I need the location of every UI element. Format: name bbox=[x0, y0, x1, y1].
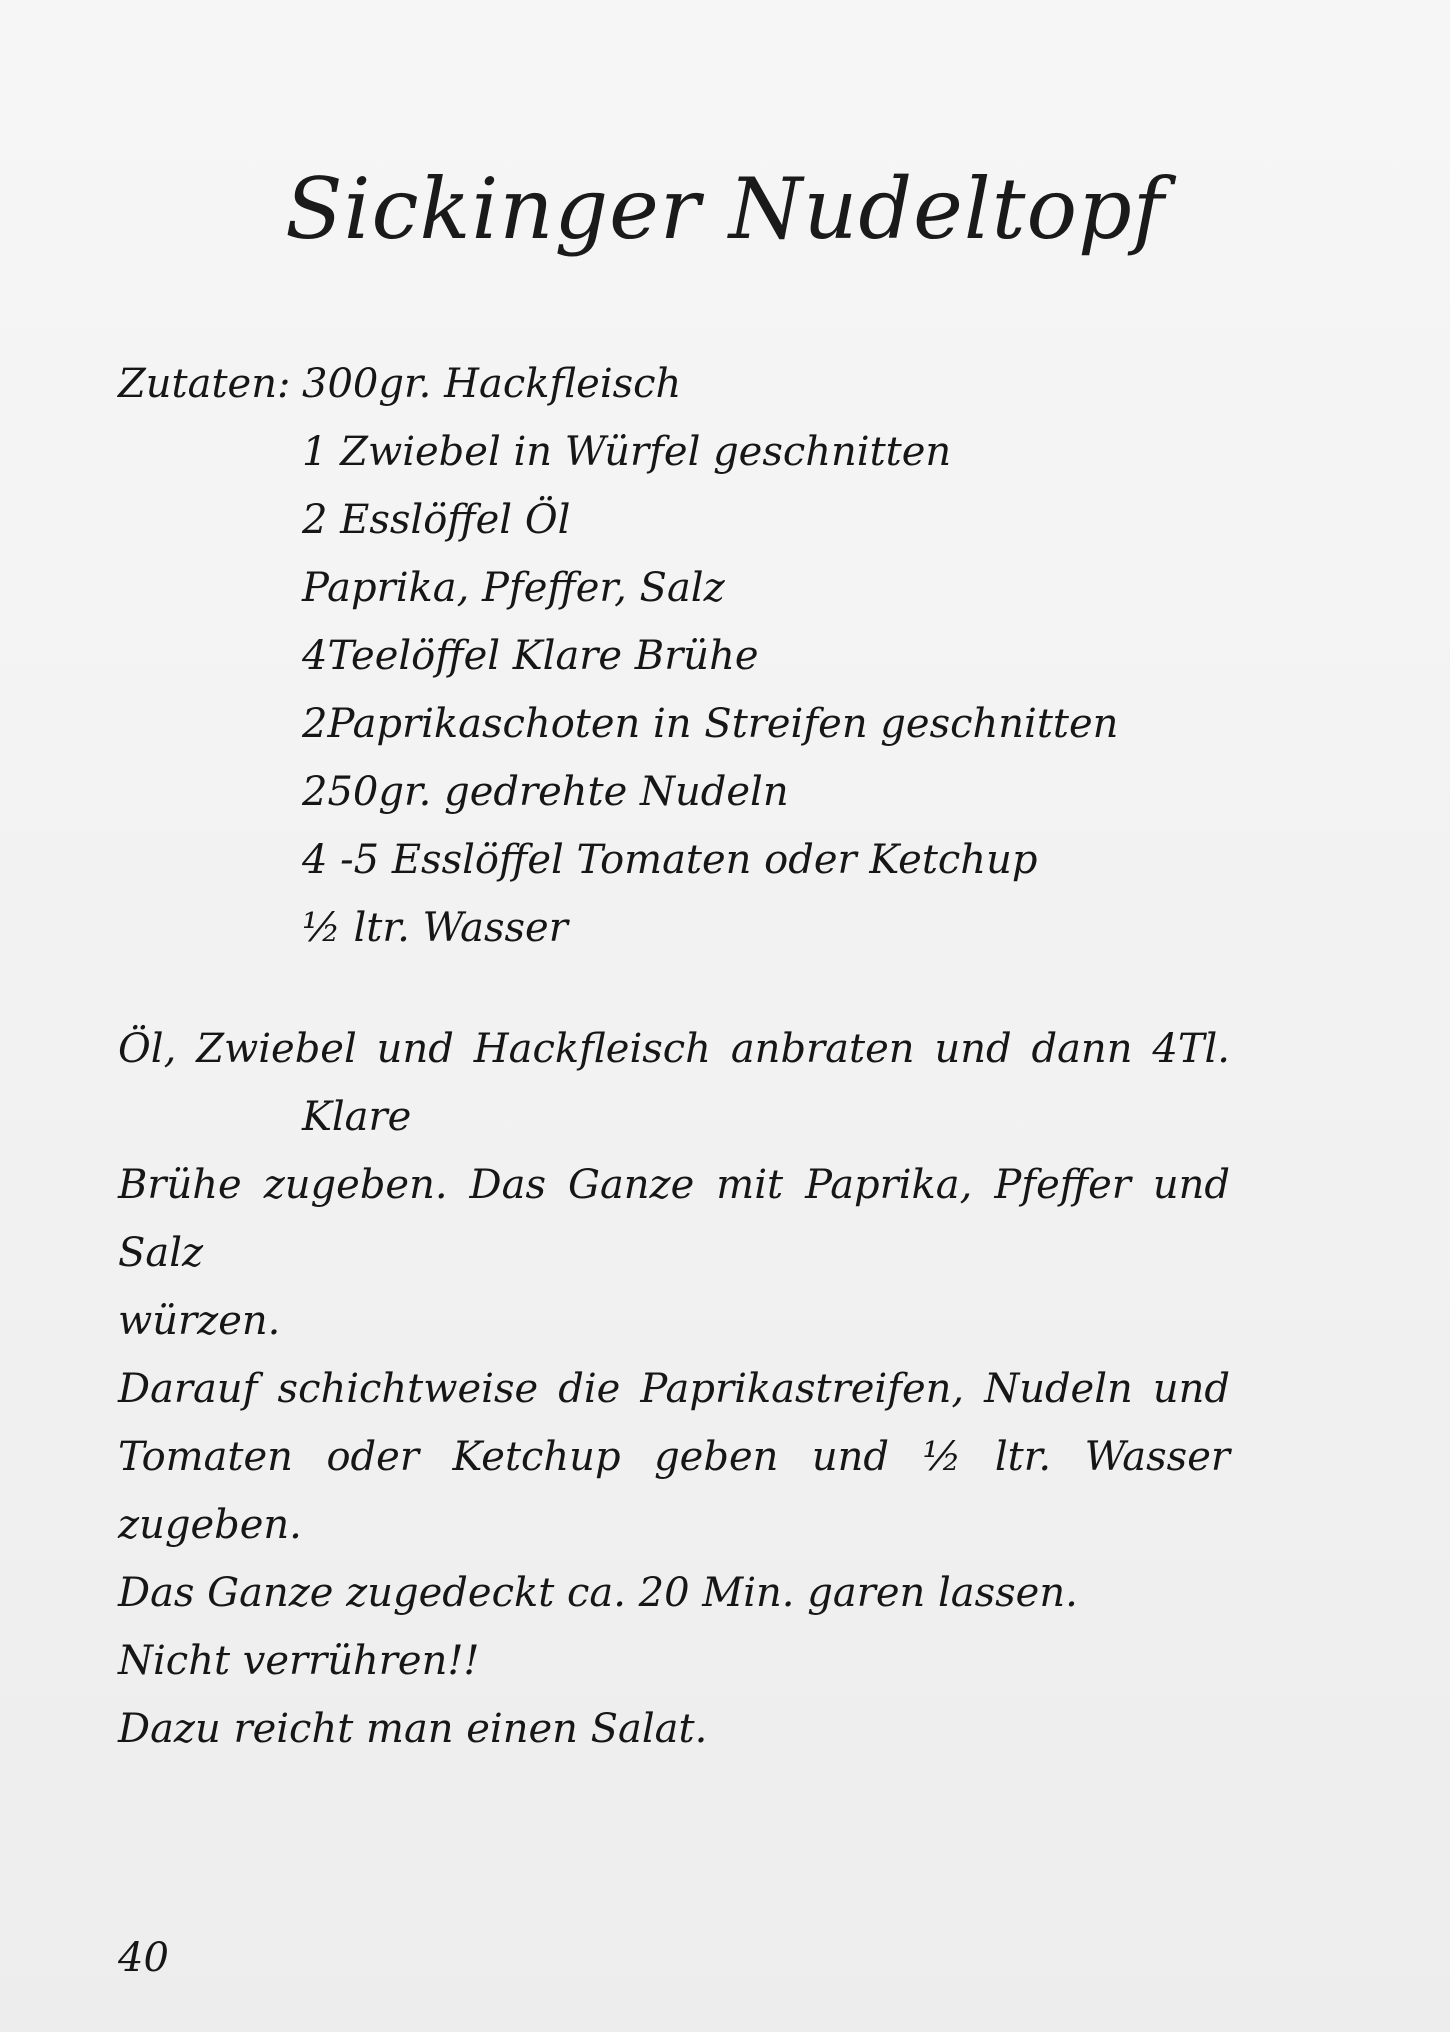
ingredient-item: 2 Esslöffel Öl bbox=[302, 497, 571, 543]
ingredients-label: Zutaten: bbox=[118, 361, 291, 407]
instruction-line: Nicht verrühren!! bbox=[118, 1638, 480, 1684]
page-number: 40 bbox=[118, 1935, 169, 1981]
instruction-line: Tomaten oder Ketchup geben und ½ ltr. Wasser zugeben. bbox=[118, 1434, 1230, 1548]
ingredients-list bbox=[302, 350, 1118, 962]
ingredient-item: 2Paprikaschoten in Streifen geschnitten bbox=[302, 701, 1119, 747]
ingredient-item: 250gr. gedrehte Nudeln bbox=[302, 769, 789, 815]
instruction-line: Öl, Zwiebel und Hackfleisch anbraten und dann 4Tl. bbox=[118, 1026, 1230, 1072]
ingredient-item: 1 Zwiebel in Würfel geschnitten bbox=[302, 429, 952, 475]
instructions-block bbox=[118, 1015, 1230, 1763]
instruction-line: würzen. bbox=[118, 1298, 281, 1344]
instruction-line: Darauf schichtweise die Paprikastreifen, Nudeln und bbox=[118, 1366, 1230, 1412]
ingredient-item: 4 -5 Esslöffel Tomaten oder Ketchup bbox=[302, 837, 1038, 883]
recipe-title: Sickinger Nudeltopf bbox=[285, 160, 1165, 258]
instruction-line: Klare bbox=[302, 1094, 412, 1140]
instruction-line: Dazu reicht man einen Salat. bbox=[118, 1706, 708, 1752]
ingredient-item: 300gr. Hackfleisch bbox=[302, 361, 682, 407]
instruction-line: Das Ganze zugedeckt ca. 20 Min. garen lassen. bbox=[118, 1570, 1078, 1616]
ingredient-item: ½ ltr. Wasser bbox=[302, 905, 568, 951]
ingredient-item: Paprika, Pfeffer, Salz bbox=[302, 565, 725, 611]
ingredient-item: 4Teelöffel Klare Brühe bbox=[302, 633, 759, 679]
instruction-line: Brühe zugeben. Das Ganze mit Paprika, Pfeffer und Salz bbox=[118, 1162, 1230, 1276]
